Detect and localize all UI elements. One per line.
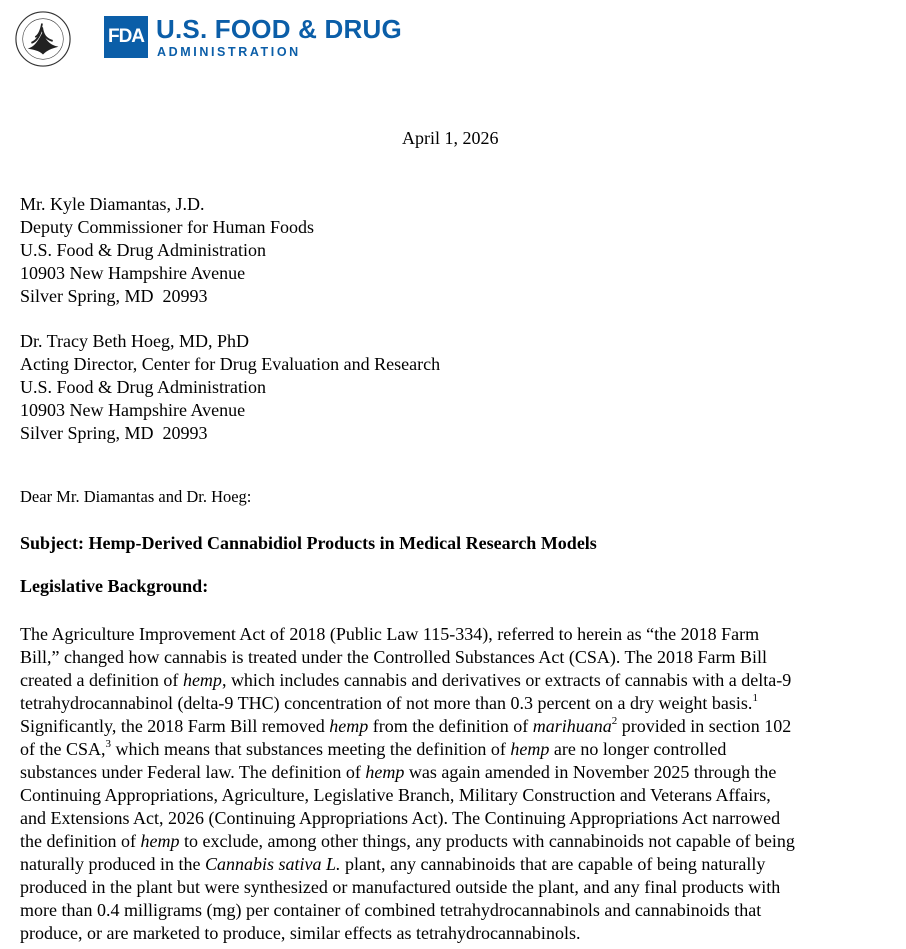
recipient-address-2 (20, 330, 440, 445)
text-run: the definition of (20, 831, 141, 851)
text-run: Significantly, the 2018 Farm Bill removed (20, 716, 330, 736)
salutation: Dear Mr. Diamantas and Dr. Hoeg: (20, 487, 252, 506)
italic-term: Cannabis sativa L. (204, 854, 341, 874)
address-line: Dr. Tracy Beth Hoeg, MD, PhD (20, 331, 250, 351)
subject-line: Subject: Hemp-Derived Cannabidiol Products in Medical Research Models (20, 533, 597, 553)
paragraph-line (20, 830, 890, 853)
fda-logo (104, 16, 424, 64)
text-run: naturally produced in the (20, 854, 205, 874)
fda-logo-subtitle: ADMINISTRATION (157, 45, 301, 59)
address-line: 10903 New Hampshire Avenue (20, 263, 246, 283)
italic-term: marihuana (532, 716, 612, 736)
letterhead (12, 8, 432, 70)
recipient-address-1 (20, 193, 314, 308)
text-run: of the CSA, (20, 739, 106, 759)
paragraph-line: produced in the plant but were synthesized or manufactured outside the plant, and any final products with (20, 877, 781, 897)
paragraph-line (20, 669, 890, 692)
fda-logo-title: U.S. FOOD & DRUG (156, 14, 402, 44)
address-line: Acting Director, Center for Drug Evaluation and Research (20, 354, 441, 374)
paragraph-line (20, 761, 890, 784)
paragraph-line (20, 692, 890, 715)
text-run: to exclude, among other things, any products with cannabinoids not capable of being (179, 831, 795, 851)
text-run: provided in section 102 (617, 716, 792, 736)
italic-term: hemp (329, 716, 369, 736)
address-line: U.S. Food & Drug Administration (20, 377, 267, 397)
paragraph-line: more than 0.4 milligrams (mg) per container of combined tetrahydrocannabinols and cannabinoids that (20, 900, 762, 920)
paragraph-line (20, 738, 890, 761)
address-line: 10903 New Hampshire Avenue (20, 400, 246, 420)
address-line: Silver Spring, MD 20993 (20, 423, 208, 443)
text-run: plant, any cannabinoids that are capable of being naturally (340, 854, 766, 874)
italic-term: hemp (365, 762, 405, 782)
paragraph-line: and Extensions Act, 2026 (Continuing Appropriations Act). The Continuing Appropriations Act narrowed (20, 808, 781, 828)
italic-term: hemp (510, 739, 550, 759)
footnote-ref-1[interactable]: 1 (752, 692, 758, 704)
text-run: , which includes cannabis and derivatives or extracts of cannabis with a delta-9 (221, 670, 792, 690)
italic-term: hemp (182, 670, 222, 690)
paragraph-line: The Agriculture Improvement Act of 2018 (Public Law 115-334), referred to herein as “the 2018 Farm (20, 624, 760, 644)
text-run: tetrahydrocannabinol (delta-9 THC) concentration of not more than 0.3 percent on a dry weight basis. (20, 693, 753, 713)
section-heading: Legislative Background: (20, 576, 209, 596)
text-run: from the definition of (368, 716, 533, 736)
paragraph-line: Bill,” changed how cannabis is treated under the Controlled Substances Act (CSA). The 2018 Farm Bill (20, 647, 768, 667)
fda-logo-box: FDA (104, 16, 148, 58)
footnote-ref-2[interactable]: 2 (611, 715, 618, 727)
address-line: Mr. Kyle Diamantas, J.D. (20, 194, 205, 214)
paragraph-line: Continuing Appropriations, Agriculture, Legislative Branch, Military Construction and Veterans Affairs, (20, 785, 771, 805)
text-run: are no longer controlled (549, 739, 727, 759)
text-run: substances under Federal law. The definition of (20, 762, 366, 782)
footnote-ref-3[interactable]: 3 (105, 738, 111, 750)
italic-term: hemp (140, 831, 180, 851)
paragraph-line: produce, or are marketed to produce, similar effects as tetrahydrocannabinols. (20, 923, 581, 943)
paragraph-line (20, 715, 890, 738)
letter-date: April 1, 2026 (402, 128, 499, 148)
address-line: Deputy Commissioner for Human Foods (20, 217, 314, 237)
text-run: created a definition of (20, 670, 183, 690)
address-line: Silver Spring, MD 20993 (20, 286, 208, 306)
address-line: U.S. Food & Drug Administration (20, 240, 267, 260)
paragraph-line (20, 853, 890, 876)
text-run: was again amended in November 2025 through the (404, 762, 777, 782)
body-paragraph (20, 623, 890, 945)
hhs-seal-logo (14, 10, 72, 68)
text-run: which means that substances meeting the definition of (111, 739, 511, 759)
